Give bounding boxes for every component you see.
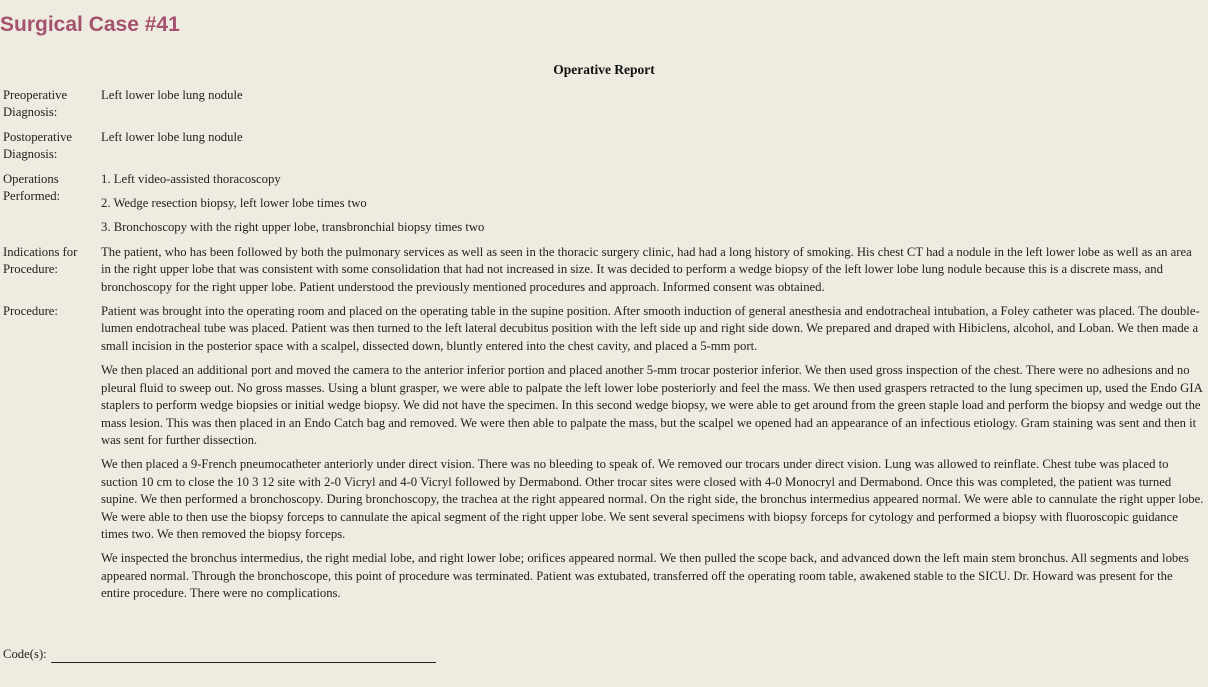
row-paragraph: Left lower lobe lung nodule [101, 88, 243, 102]
row-paragraph: Patient was brought into the operating room and placed on the operating table in the supine position. After smooth induction of general anesthesia and endotracheal intubation, a Foley catheter was placed. The double-lumen endotracheal tube was placed. Patient was then turned to the left lateral decubitus position with the left side up and right side down. We prepared and draped with Hibiclens, alcohol, and Loban. We then made a small incision in the posterior space with a scalpel, dissected down, bluntly entered into the chest cavity, and placed a 5-mm port. [101, 304, 1200, 353]
row-label: Indications for Procedure: [3, 244, 78, 277]
row-content [101, 87, 1208, 122]
codes-blank-line [51, 650, 436, 663]
codes-label: Code(s): [3, 647, 47, 661]
report-heading: Operative Report [553, 62, 655, 77]
report-row-preoperative-diagnosis [0, 87, 1208, 122]
row-paragraph: We then placed a 9-French pneumocatheter anteriorly under direct vision. There was no bleeding to speak of. We removed our trocars under direct vision. Lung was allowed to reinflate. Chest tube was placed to suction 10 cm to close the 10 3 12 site with 2-0 Vicryl and 4-0 Vicryl followed by Dermabond. Other trocar sites were closed with 4-0 Monocryl and Dermabond. Once this was completed, the patient was turned supine. We then performed a bronchoscopy. During bronchoscopy, the trachea at the right appeared normal. On the right side, the bronchus intermedius appeared normal. We were able to cannulate the right upper lobe. We were able to then use the biopsy forceps to cannulate the apical segment of the right upper lobe. We sent several specimens with biopsy forceps for cytology and performed a biopsy with fluoroscopic guidance times two. We then removed the biopsy forceps. [101, 457, 1204, 541]
report-body [0, 87, 1208, 610]
case-title: Surgical Case #41 [0, 13, 180, 36]
row-content [101, 129, 1208, 164]
row-paragraph: 2. Wedge resection biopsy, left lower lobe times two [101, 196, 367, 211]
row-paragraph: The patient, who has been followed by both the pulmonary services as well as seen in the thoracic surgery clinic, had had a long history of smoking. His chest CT had a nodule in the left lower lobe as well as an area in the right upper lobe that was consistent with some consolidation that had not increased in size. It was decided to perform a wedge biopsy of the left lower lobe lung nodule because this is a discrete mass, and bronchoscopy for the right upper lobe. Patient understood the previously mentioned procedures and approach. Informed consent was obtained. [101, 244, 1192, 294]
row-paragraph: Left lower lobe lung nodule [101, 129, 243, 144]
report-row-procedure [0, 303, 1208, 603]
row-label: Postoperative Diagnosis: [3, 129, 73, 162]
report-row-indications-for-procedure [0, 244, 1208, 296]
row-content [101, 303, 1208, 603]
row-paragraph: 3. Bronchoscopy with the right upper lobe, transbronchial biopsy times two [101, 220, 485, 235]
codes-field [3, 646, 436, 663]
row-content [101, 171, 1208, 237]
row-label: Operations Performed: [3, 171, 61, 204]
row-paragraph: We then placed an additional port and moved the camera to the anterior inferior portion and placed another 5-mm trocar posterior inferior. We then used gross inspection of the chest. There were no adhesions and no pleural fluid to sweep out. No gross masses. Using a blunt grasper, we were able to palpate the left lower lobe posteriorly and feel the mass. We then used graspers retracted to the lung specimen up, used the Endo GIA staplers to perform wedge biopsies or initial wedge biopsy. We did not have the specimen. In this second wedge biopsy, we were able to get around from the green staple load and perform the biopsy and wedge out the mass lesion. This was then placed in an Endo Catch bag and removed. We were then able to palpate the mass, but the scalpel we opened had an appearance of an infectious etiology. Gram staining was sent and then it was sent for further dissection. [101, 363, 1203, 447]
row-paragraph: 1. Left video-assisted thoracoscopy [101, 171, 281, 186]
row-label: Procedure: [3, 304, 58, 319]
row-content [101, 244, 1208, 296]
row-paragraph: We inspected the bronchus intermedius, the right medial lobe, and right lower lobe; orifices appeared normal. We then pulled the scope back, and advanced down the left main stem bronchus. All segments and lobes appeared normal. Through the bronchoscope, this point of procedure was terminated. Patient was extubated, transferred off the operating room table, awakened stable to the SICU. Dr. Howard was present for the entire procedure. There were no complications. [101, 551, 1189, 601]
row-label: Preoperative Diagnosis: [3, 88, 68, 120]
report-row-postoperative-diagnosis [0, 129, 1208, 164]
report-row-operations-performed [0, 171, 1208, 237]
